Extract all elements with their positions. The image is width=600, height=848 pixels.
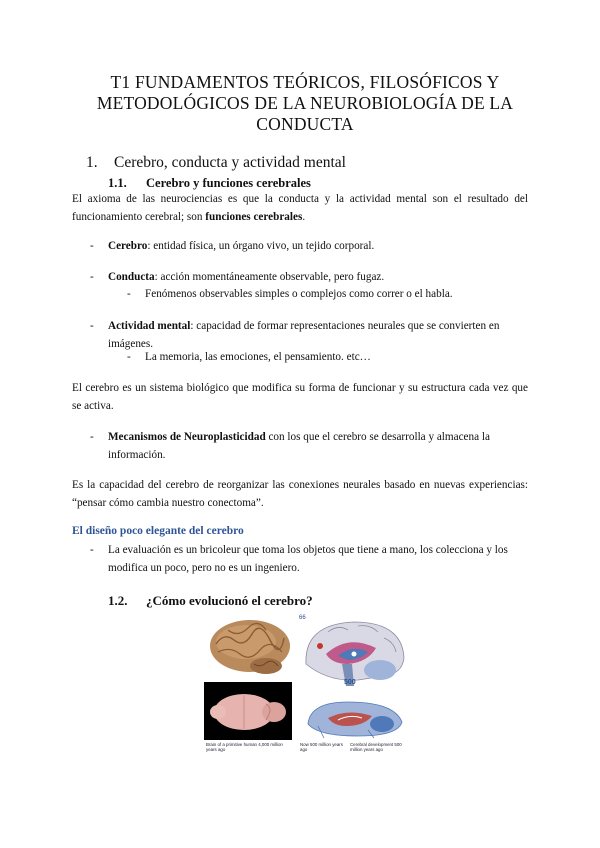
cerebro-term: Cerebro: [108, 240, 148, 252]
subsection-title: Cerebro y funciones cerebrales: [146, 176, 311, 190]
design-heading: El diseño poco elegante del cerebro: [72, 525, 244, 537]
title-line-2: METODOLÓGICOS DE LA NEUROBIOLOGÍA DE LA: [96, 93, 514, 113]
bullet-conducta-sub: - Fenómenos observables simples o complejos como correr o el habla.: [127, 288, 453, 300]
design-bullet-text: La evaluación es un bricoleur que toma los objetos que tiene a mano, los colecciona y los modifica un poco, pero no es un ingeniero.: [108, 544, 508, 574]
brain-evolution-figure: [198, 612, 412, 760]
axiom-end: .: [302, 210, 306, 223]
figure-label-middle: 500: [344, 679, 356, 686]
caption-bottom-left: Brain of a primitive human 4,000 million years ago: [206, 742, 283, 752]
capacity-paragraph: Es la capacidad del cerebro de reorganizar las conexiones neurales basado en nuevas experiencias: “pensar cómo cambia nuestro conectoma”.: [72, 479, 528, 509]
axiom-bold: funciones cerebrales: [205, 210, 303, 223]
caption-bottom-mid: Now 500 million years ago: [300, 742, 343, 752]
bullet-design: - La evaluación es un bricoleur que toma los objetos que tiene a mano, los colecciona y los modifica un poco, pero no es un ingeniero.: [90, 544, 508, 574]
caption-bottom-right: Cerebral development 500 million years ago: [350, 742, 402, 752]
title-line-1: T1 FUNDAMENTOS TEÓRICOS, FILOSÓFICOS Y: [110, 72, 500, 92]
title-line-3: CONDUCTA: [256, 114, 354, 134]
section-number: 1.: [86, 154, 98, 171]
subsection-heading-1-1: [108, 176, 311, 191]
axiom-text: El axioma de las neurociencias es que la conducta y la actividad mental son el resultado del funcionamiento cerebral; son: [72, 193, 528, 223]
subsection-number: 1.1.: [108, 176, 127, 190]
axiom-paragraph: [72, 191, 528, 226]
bullet-conducta: - Conducta: acción momentáneamente observable, pero fugaz.: [90, 271, 385, 283]
rodent-brain-photo: [204, 682, 292, 740]
conducta-sub-text: Fenómenos observables simples o complejos como correr o el habla.: [145, 288, 453, 300]
bullet-cerebro: - Cerebro: entidad física, un órgano vivo, un tejido corporal.: [90, 240, 375, 252]
section-heading: [86, 154, 346, 172]
actividad-definition: : capacidad de formar representaciones neurales que se convierten en imágenes.: [108, 320, 500, 350]
subsection-heading-1-2: [108, 593, 313, 609]
subsection-number: 1.2.: [108, 593, 128, 608]
human-brain-photo: [204, 616, 294, 678]
actividad-term: Actividad mental: [108, 320, 191, 332]
actividad-sub-text: La memoria, las emociones, el pensamiento. etc…: [145, 351, 371, 363]
brain-system-paragraph: El cerebro es un sistema biológico que modifica su forma de funcionar y su estructura cada vez que se activa.: [72, 382, 528, 412]
section-title: Cerebro, conducta y actividad mental: [114, 154, 346, 171]
bullet-neuroplasticity: - Mecanismos de Neuroplasticidad con los que el cerebro se desarrolla y almacena la información.: [90, 431, 490, 461]
conducta-term: Conducta: [108, 271, 155, 283]
neuroplasticity-definition: con los que el cerebro se desarrolla y almacena la información.: [108, 431, 490, 461]
bullet-actividad-sub: - La memoria, las emociones, el pensamiento. etc…: [127, 351, 371, 363]
document-title: [80, 72, 530, 135]
figure-label-top-left: 66: [299, 615, 306, 621]
neuroplasticity-term: Mecanismos de Neuroplasticidad: [108, 431, 266, 443]
bullet-actividad: - Actividad mental: capacidad de formar representaciones neurales que se convierten en imágenes.: [90, 320, 500, 350]
subsection-title: ¿Cómo evolucionó el cerebro?: [146, 593, 313, 608]
cerebro-definition: : entidad física, un órgano vivo, un tejido corporal.: [147, 240, 375, 252]
conducta-definition: : acción momentáneamente observable, pero fugaz.: [154, 271, 385, 283]
evolution-brain-diagram: [298, 696, 410, 740]
